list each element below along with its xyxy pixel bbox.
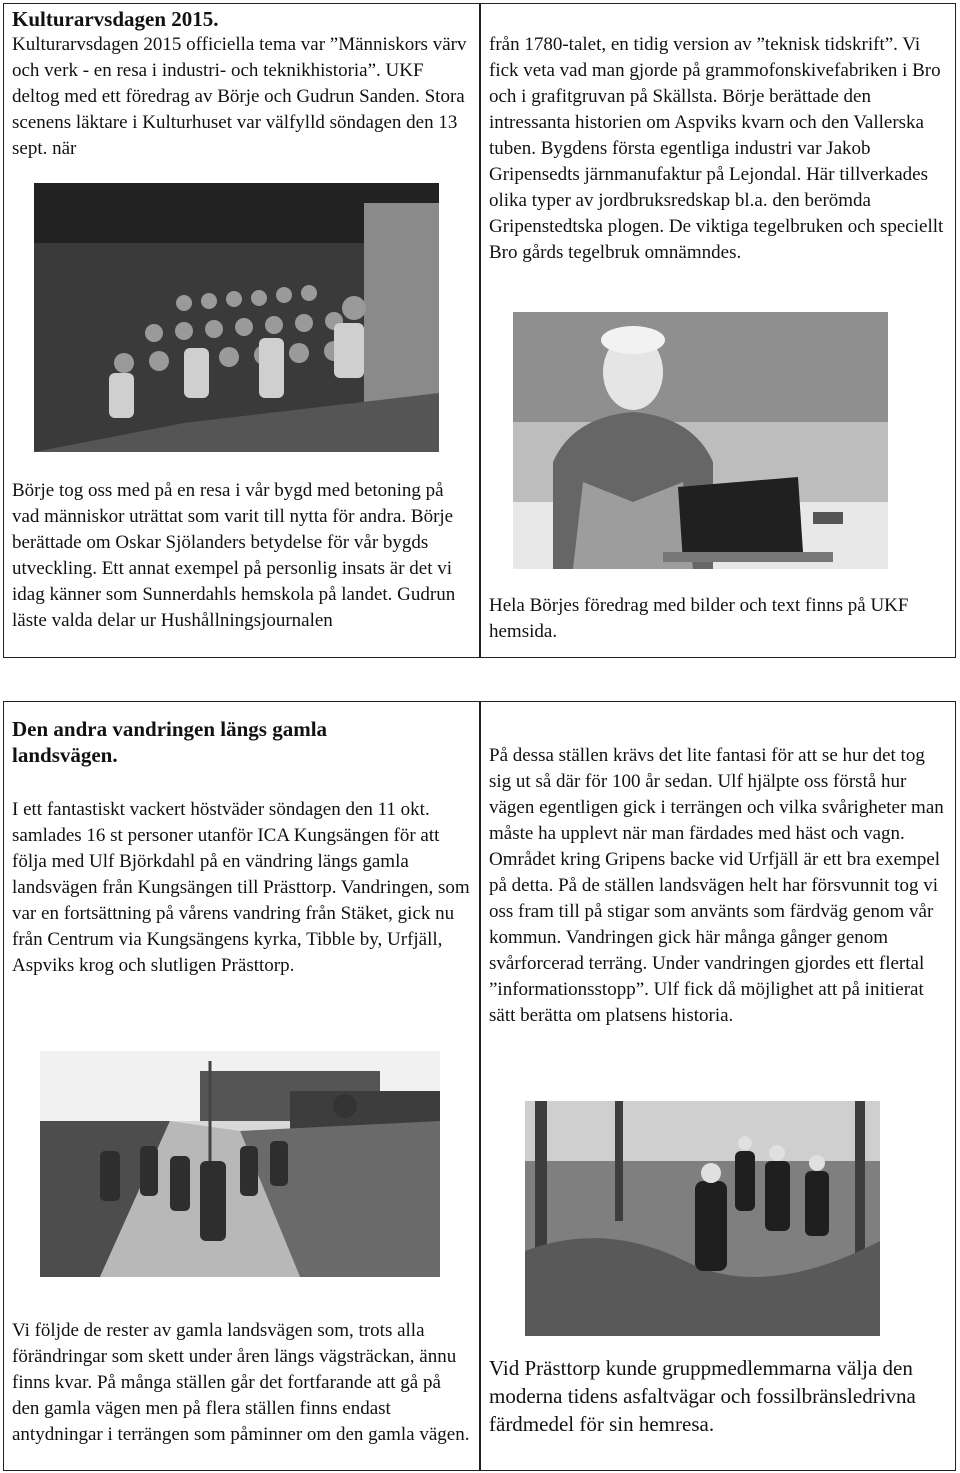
speaker-photo — [513, 312, 888, 569]
section2-bottom-left-text: Vi följde de rester av gamla landsvägen som, trots alla förändringar som skett under åren längs vägsträckan, ännu finns kvar. På många ställen går det fortfarande att gå på den gamla vägen men på flera ställen finns endast antydningar i terrängen som påminner om den gamla vägen. — [12, 1320, 470, 1445]
section1-title: Kulturarvsdagen 2015. — [12, 7, 219, 31]
walkers-road-photo — [40, 1051, 440, 1277]
walkers-forest-photo — [525, 1101, 880, 1336]
section2-right-text: På dessa ställen krävs det lite fantasi för att se hur det tog sig ut så där för 100 år sedan. Ulf hjälpte oss förstå hur vägen egentligen gick i terrängen och vilka svårigheter man måste ha upplevt när man färdades med häst och vagn. Området kring Gripens backe vid Urfjäll är ett bra exempel på detta. På de ställen landsvägen helt har försvunnit tog vi oss fram till på stigar som använts som färdväg genom vår kommun. Vandringen gick här många gånger genom svårforcerad terräng. Under vandringen gjordes ett flertal ”informationsstopp”. Ulf fick då möjlighet att på initierat sätt berätta om platsens historia. — [489, 745, 944, 1026]
section2-bottom-right-text: Vid Prästtorp kunde gruppmedlemmarna välja den moderna tidens asfaltvägar och fossilbränsledrivna färdmedel för sin hemresa. — [489, 1356, 916, 1436]
section1-continued-text: från 1780-talet, en tidig version av ”teknisk tidskrift”. Vi fick veta vad man gjorde på grammofonskivefabriken i Bro och i grafitgruvan på Skällsta. Börje berättade den intressanta historien om Aspviks kvarn och den Vallerska tuben. Bygdens första egentliga industri var Jakob Gripensedts järnmanufaktur på Lejondal. Här tillverkades olika typer av jordbruksredskap bl.a. den berömda Gripenstedtska plogen. De viktiga tegelbruken och speciellt Bro gårds tegelbruk omnämndes. — [489, 34, 944, 263]
section1-lower-left-text: Börje tog oss med på en resa i vår bygd med betoning på vad människor uträttat som varit till nytta för andra. Börje berättade om Oskar Sjölanders betydelse för vår bygds utveckling. Ett annat exempel på personlig insats är det vi idag känner som Sunnerdahls hemskola på landet. Gudrun läste valda delar ur Hushållningsjournalen — [12, 480, 456, 631]
section2-title: Den andra vandringen längs gamla landsvägen. — [12, 717, 328, 767]
audience-photo — [34, 183, 439, 452]
section1-lower-right-text: Hela Börjes föredrag med bilder och text finns på UKF hemsida. — [489, 595, 909, 642]
section2-left-text: I ett fantastiskt vackert höstväder söndagen den 11 okt. samlades 16 st personer utanför ICA Kungsängen för att följa med Ulf Björkdahl på en vändring längs gamla landsvägen från Kungsängen till Prästtorp. Vandringen, som var en fortsättning på vårens vandring från Stäket, gick nu från Centrum via Kungsängens kyrka, Tibble by, Urfjäll, Aspviks krog och slutligen Prästtorp. — [12, 799, 470, 976]
section1-intro: Kulturarvsdagen 2015 officiella tema var ”Människors värv och verk - en resa i industri- och teknikhistoria”. UKF deltog med ett föredrag av Börje och Gudrun Sanden. Stora scenens läktare i Kulturhuset var välfylld söndagen den 13 sept. när — [12, 34, 467, 159]
